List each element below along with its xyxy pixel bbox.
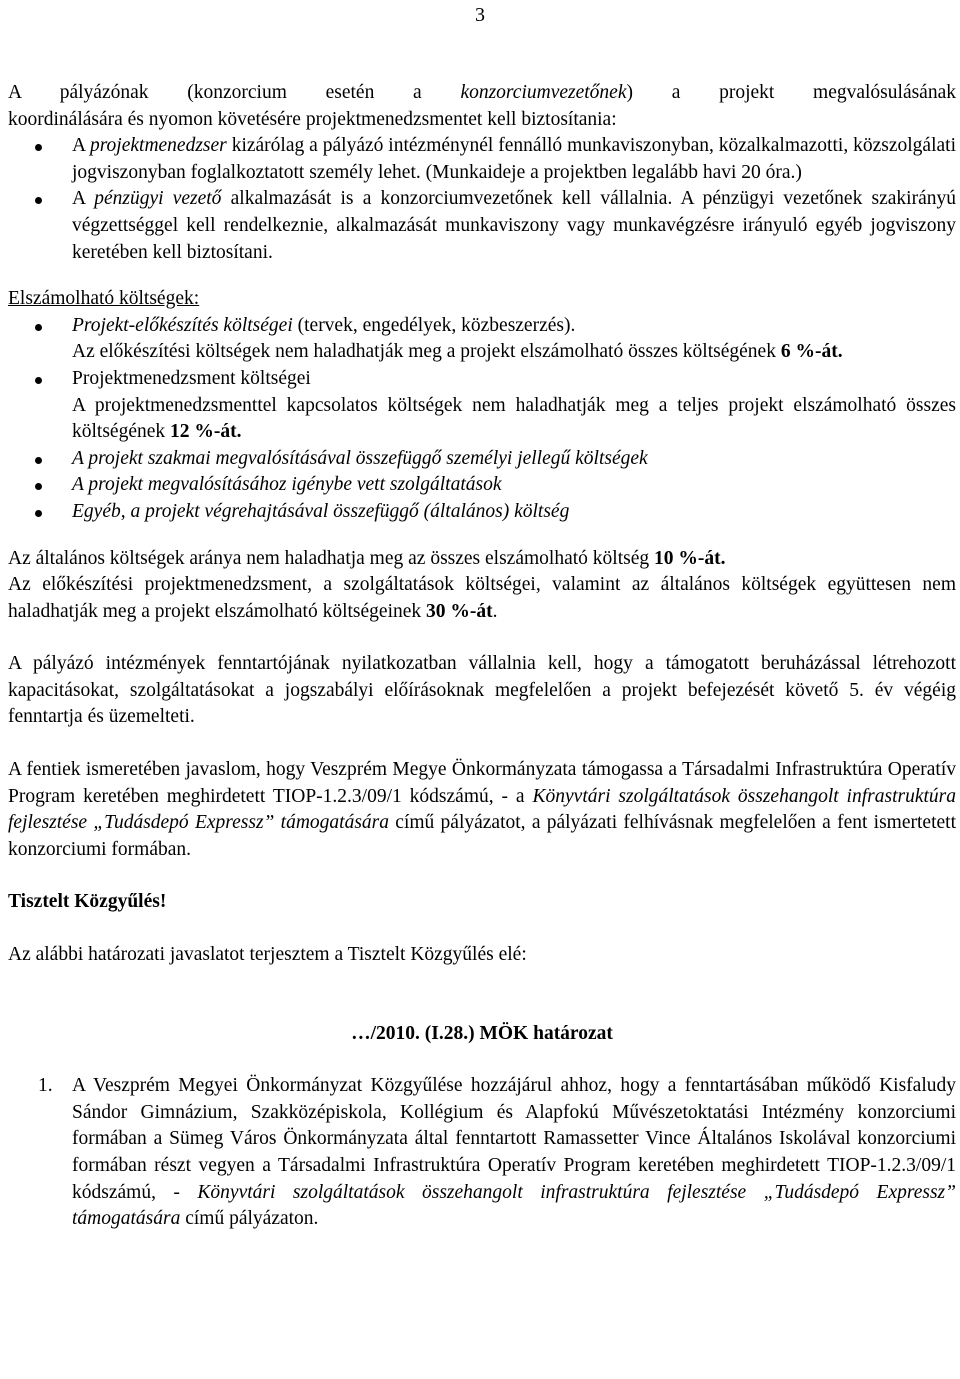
bullet-icon	[35, 457, 42, 464]
proposal-paragraph: A fentiek ismeretében javaslom, hogy Veszprém Megye Önkormányzata támogassa a Társadalmi Infrastruktúra Operatív Program keretében meghirdetett TIOP-1.2.3/09/1 kódszámú, - a Könyvtári szolgáltatások összehangolt infrastruktúra fejlesztése „Tudásdepó Expressz” támogatására című pályázatot, a pályázati felhívásnak megfelelően a fent ismertetett konzorciumi formában.	[8, 759, 956, 860]
list-item: A pénzügyi vezető alkalmazását is a konzorciumvezetőnek kell vállalnia. A pénzügyi vezetőnek szakirányú végzettséggel kell rendelkeznie, alkalmazását munkaviszony vagy munkavégzésre irányuló egyéb jogviszony keretében kell biztosítani.	[8, 186, 956, 266]
resolution-title: …/2010. (I.28.) MÖK határozat	[351, 1022, 613, 1044]
bullet-icon	[35, 324, 42, 331]
bullet-icon	[35, 144, 42, 151]
item-number: 1.	[38, 1075, 53, 1097]
bullet-icon	[35, 483, 42, 490]
salutation: Tisztelt Közgyűlés!	[8, 891, 167, 913]
list-item: Projekt-előkészítés költségei (tervek, engedélyek, közbeszerzés). Az előkészítési költségek nem haladhatják meg a projekt elszámolható összes költségének 6 %-át.	[8, 313, 956, 366]
maintenance-paragraph: A pályázó intézmények fenntartójának nyilatkozatban vállalnia kell, hogy a támogatott beruházással létrehozott kapacitásokat, szolgáltatásokat a jogszabályi előírásoknak megfelelően a projekt befejezését követő 5. év végéig fenntartja és üzemelteti.	[8, 653, 956, 728]
bullet-icon	[35, 510, 42, 517]
list-item: 1. A Veszprém Megyei Önkormányzat Közgyűlése hozzájárul ahhoz, hogy a fenntartásában működő Kisfaludy Sándor Gimnázium, Szakközépiskola, Kollégium és Alapfokú Művészetoktatási Intézmény konzorciumi formában a Sümeg Város Önkormányzata által fenntartott Ramassetter Vince Általános Iskolával konzorciumi formában részt vegyen a Társadalmi Infrastruktúra Operatív Program keretében meghirdetett TIOP-1.2.3/09/1 kódszámú, - Könyvtári szolgáltatások összehangolt infrastruktúra fejlesztése „Tudásdepó Expressz” támogatására című pályázaton.	[38, 1075, 956, 1230]
management-list	[8, 133, 956, 266]
bullet-icon	[35, 377, 42, 384]
bullet-icon	[35, 197, 42, 204]
submit-line: Az alábbi határozati javaslatot terjesztem a Tisztelt Közgyűlés elé:	[8, 944, 527, 966]
list-item: A projekt szakmai megvalósításával összefüggő személyi jellegű költségek	[8, 446, 956, 473]
list-item: A projektmenedzser kizárólag a pályázó intézménynél fennálló munkaviszonyban, közalkalmazotti, közszolgálati jogviszonyban foglalkoztatott személy lehet. (Munkaideje a projektben legalább havi 20 óra.)	[8, 133, 956, 186]
costs-heading: Elszámolható költségek:	[8, 288, 200, 310]
intro-paragraph: A pályázónak (konzorcium esetén a konzorciumvezetőnek) a projekt megvalósulásának koordinálására és nyomon követésére projektmenedzsmentet kell biztosítania:	[8, 82, 956, 130]
resolution-list	[8, 1073, 956, 1233]
list-item: A projekt megvalósításához igénybe vett szolgáltatások	[8, 472, 956, 499]
combined-cost-paragraph: Az előkészítési projektmenedzsment, a szolgáltatások költségei, valamint az általános költségek együttesen nem haladhatják meg a projekt elszámolható költségeinek 30 %-át.	[8, 574, 956, 622]
general-cost-line: Az általános költségek aránya nem haladhatja meg az összes elszámolható költség 10 %-át.	[8, 547, 726, 569]
page-number: 3	[475, 4, 485, 26]
list-item: Egyéb, a projekt végrehajtásával összefüggő (általános) költség	[8, 499, 956, 526]
costs-list	[8, 313, 956, 526]
list-item: Projektmenedzsment költségei A projektmenedzsmenttel kapcsolatos költségek nem haladhatják meg a teljes projekt elszámolható összes költségének 12 %-át.	[8, 366, 956, 446]
document-body	[8, 80, 956, 1233]
